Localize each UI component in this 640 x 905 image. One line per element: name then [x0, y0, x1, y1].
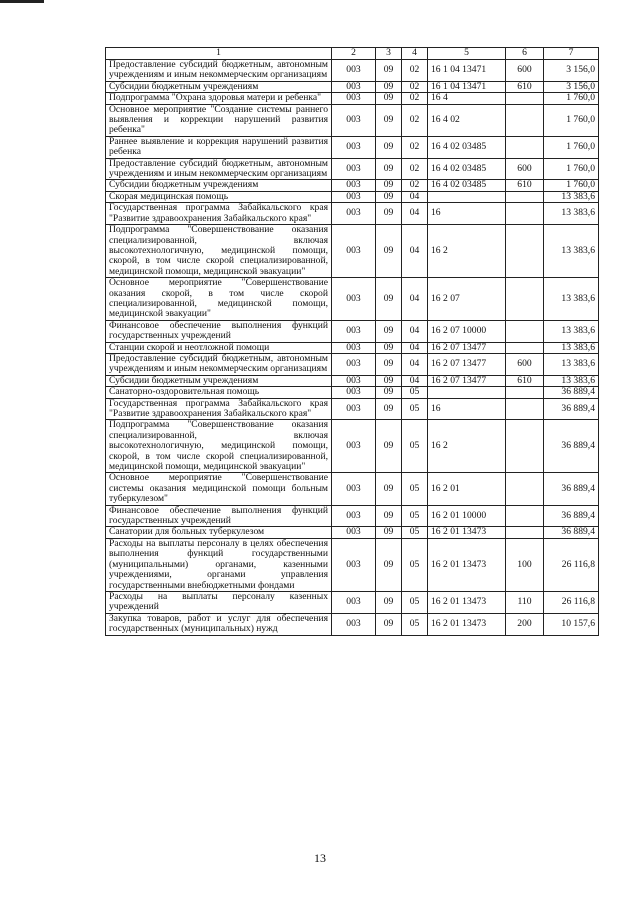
table-row [106, 375, 599, 386]
table-row [106, 278, 599, 321]
section-code: 09 [376, 93, 402, 104]
item-name: Станции скорой и неотложной помощи [106, 342, 332, 353]
section-code: 09 [376, 591, 402, 613]
target-article-code: 16 4 02 03485 [428, 180, 506, 191]
header-col-1: 1 [106, 48, 332, 60]
section-code: 09 [376, 353, 402, 375]
target-article-code: 16 2 [428, 420, 506, 473]
item-name: Расходы на выплаты персоналу казенных учреждений [106, 591, 332, 613]
department-code: 003 [332, 278, 376, 321]
target-article-code: 16 2 [428, 225, 506, 278]
table-row [106, 538, 599, 591]
table-row [106, 613, 599, 635]
section-code: 09 [376, 158, 402, 180]
table-row [106, 180, 599, 191]
item-name: Закупка товаров, работ и услуг для обеспечения государственных (муниципальных) нужд [106, 613, 332, 635]
expense-type-code [506, 278, 544, 321]
amount: 13 383,6 [544, 353, 599, 375]
target-article-code: 16 2 01 13473 [428, 538, 506, 591]
subsection-code: 05 [402, 538, 428, 591]
amount: 36 889,4 [544, 387, 599, 398]
amount: 13 383,6 [544, 375, 599, 386]
expense-type-code [506, 420, 544, 473]
department-code: 003 [332, 342, 376, 353]
target-article-code: 16 4 02 [428, 104, 506, 136]
subsection-code: 04 [402, 203, 428, 225]
amount: 1 760,0 [544, 136, 599, 158]
section-code: 09 [376, 538, 402, 591]
amount: 13 383,6 [544, 278, 599, 321]
department-code: 003 [332, 180, 376, 191]
expense-type-code [506, 225, 544, 278]
subsection-code: 02 [402, 60, 428, 82]
target-article-code: 16 2 01 13473 [428, 613, 506, 635]
table-row [106, 136, 599, 158]
item-name: Субсидии бюджетным учреждениям [106, 375, 332, 386]
subsection-code: 05 [402, 398, 428, 420]
table-row [106, 591, 599, 613]
table-header-row [106, 48, 599, 60]
department-code: 003 [332, 387, 376, 398]
item-name: Расходы на выплаты персоналу в целях обеспечения выполнения функций государственными (муниципальными) органами, казенными учреждениями, органами управления государственными внебюджетными фондами [106, 538, 332, 591]
section-code: 09 [376, 180, 402, 191]
expense-type-code [506, 104, 544, 136]
amount: 13 383,6 [544, 320, 599, 342]
amount: 26 116,8 [544, 538, 599, 591]
target-article-code: 16 2 07 10000 [428, 320, 506, 342]
subsection-code: 04 [402, 353, 428, 375]
expense-type-code [506, 527, 544, 538]
expense-type-code [506, 473, 544, 505]
item-name: Предоставление субсидий бюджетным, автономным учреждениям и иным некоммерческим организациям [106, 353, 332, 375]
target-article-code: 16 [428, 398, 506, 420]
subsection-code: 02 [402, 158, 428, 180]
target-article-code: 16 2 01 10000 [428, 505, 506, 527]
subsection-code: 04 [402, 225, 428, 278]
target-article-code: 16 2 01 13473 [428, 591, 506, 613]
section-code: 09 [376, 342, 402, 353]
item-name: Финансовое обеспечение выполнения функций государственных учреждений [106, 320, 332, 342]
expense-type-code [506, 93, 544, 104]
amount: 1 760,0 [544, 158, 599, 180]
target-article-code: 16 4 02 03485 [428, 136, 506, 158]
amount: 3 156,0 [544, 81, 599, 92]
department-code: 003 [332, 420, 376, 473]
table-row [106, 81, 599, 92]
amount: 36 889,4 [544, 473, 599, 505]
department-code: 003 [332, 591, 376, 613]
table-row [106, 527, 599, 538]
subsection-code: 04 [402, 375, 428, 386]
expense-type-code: 600 [506, 158, 544, 180]
subsection-code: 05 [402, 473, 428, 505]
section-code: 09 [376, 191, 402, 202]
department-code: 003 [332, 505, 376, 527]
department-code: 003 [332, 398, 376, 420]
item-name: Государственная программа Забайкальского края "Развитие здравоохранения Забайкальского края" [106, 203, 332, 225]
item-name: Подпрограмма "Охрана здоровья матери и ребенка" [106, 93, 332, 104]
section-code: 09 [376, 398, 402, 420]
target-article-code: 16 2 01 13473 [428, 527, 506, 538]
department-code: 003 [332, 60, 376, 82]
department-code: 003 [332, 93, 376, 104]
subsection-code: 05 [402, 420, 428, 473]
item-name: Скорая медицинская помощь [106, 191, 332, 202]
section-code: 09 [376, 60, 402, 82]
department-code: 003 [332, 353, 376, 375]
department-code: 003 [332, 81, 376, 92]
expense-type-code: 200 [506, 613, 544, 635]
table-row [106, 473, 599, 505]
item-name: Основное мероприятие "Создание системы раннего выявления и коррекции нарушений развития ребенка" [106, 104, 332, 136]
expense-type-code [506, 203, 544, 225]
item-name: Основное мероприятие "Совершенствование оказания скорой, в том числе скорой специализированной, медицинской помощи, медицинской эвакуации" [106, 278, 332, 321]
expense-type-code: 610 [506, 180, 544, 191]
subsection-code: 04 [402, 342, 428, 353]
item-name: Санатории для больных туберкулезом [106, 527, 332, 538]
section-code: 09 [376, 278, 402, 321]
department-code: 003 [332, 538, 376, 591]
department-code: 003 [332, 203, 376, 225]
item-name: Финансовое обеспечение выполнения функций государственных учреждений [106, 505, 332, 527]
table-row [106, 60, 599, 82]
page-number: 13 [314, 851, 326, 865]
section-code: 09 [376, 387, 402, 398]
section-code: 09 [376, 136, 402, 158]
amount: 3 156,0 [544, 60, 599, 82]
table-row [106, 398, 599, 420]
expense-type-code [506, 387, 544, 398]
department-code: 003 [332, 527, 376, 538]
table-row [106, 353, 599, 375]
target-article-code: 16 1 04 13471 [428, 60, 506, 82]
subsection-code: 05 [402, 527, 428, 538]
expense-type-code [506, 398, 544, 420]
table-row [106, 225, 599, 278]
table-row [106, 93, 599, 104]
subsection-code: 05 [402, 591, 428, 613]
table-row [106, 387, 599, 398]
expense-type-code [506, 191, 544, 202]
item-name: Основное мероприятие "Совершенствование системы оказания медицинской помощи больным туберкулезом" [106, 473, 332, 505]
expense-type-code: 610 [506, 375, 544, 386]
scan-corner-mark [0, 0, 44, 3]
table-row [106, 104, 599, 136]
subsection-code: 05 [402, 613, 428, 635]
department-code: 003 [332, 613, 376, 635]
item-name: Предоставление субсидий бюджетным, автономным учреждениям и иным некоммерческим организациям [106, 60, 332, 82]
table-row [106, 342, 599, 353]
subsection-code: 02 [402, 81, 428, 92]
amount: 13 383,6 [544, 203, 599, 225]
header-col-3: 3 [376, 48, 402, 60]
department-code: 003 [332, 225, 376, 278]
subsection-code: 02 [402, 104, 428, 136]
budget-table [105, 47, 599, 636]
target-article-code: 16 2 07 13477 [428, 342, 506, 353]
item-name: Санаторно-оздоровительная помощь [106, 387, 332, 398]
department-code: 003 [332, 375, 376, 386]
expense-type-code [506, 505, 544, 527]
section-code: 09 [376, 81, 402, 92]
amount: 13 383,6 [544, 191, 599, 202]
target-article-code: 16 [428, 203, 506, 225]
item-name: Раннее выявление и коррекция нарушений развития ребенка [106, 136, 332, 158]
target-article-code: 16 2 07 13477 [428, 375, 506, 386]
item-name: Подпрограмма "Совершенствование оказания специализированной, включая высокотехнологичную, медицинской помощи, скорой, в том числе скорой специализированной, медицинской помощи, медицинской эвакуации" [106, 420, 332, 473]
department-code: 003 [332, 158, 376, 180]
target-article-code: 16 2 07 13477 [428, 353, 506, 375]
target-article-code: 16 1 04 13471 [428, 81, 506, 92]
target-article-code: 16 2 01 [428, 473, 506, 505]
amount: 1 760,0 [544, 104, 599, 136]
amount: 36 889,4 [544, 527, 599, 538]
section-code: 09 [376, 505, 402, 527]
header-col-2: 2 [332, 48, 376, 60]
subsection-code: 05 [402, 505, 428, 527]
amount: 36 889,4 [544, 398, 599, 420]
amount: 1 760,0 [544, 93, 599, 104]
section-code: 09 [376, 375, 402, 386]
department-code: 003 [332, 473, 376, 505]
target-article-code: 16 4 02 03485 [428, 158, 506, 180]
expense-type-code: 100 [506, 538, 544, 591]
department-code: 003 [332, 104, 376, 136]
target-article-code: 16 2 07 [428, 278, 506, 321]
header-col-5: 5 [428, 48, 506, 60]
item-name: Предоставление субсидий бюджетным, автономным учреждениям и иным некоммерческим организациям [106, 158, 332, 180]
amount: 26 116,8 [544, 591, 599, 613]
subsection-code: 05 [402, 387, 428, 398]
expense-type-code: 600 [506, 353, 544, 375]
target-article-code [428, 387, 506, 398]
amount: 1 760,0 [544, 180, 599, 191]
department-code: 003 [332, 320, 376, 342]
table-row [106, 420, 599, 473]
item-name: Субсидии бюджетным учреждениям [106, 180, 332, 191]
subsection-code: 04 [402, 320, 428, 342]
section-code: 09 [376, 203, 402, 225]
section-code: 09 [376, 420, 402, 473]
section-code: 09 [376, 225, 402, 278]
amount: 13 383,6 [544, 225, 599, 278]
amount: 36 889,4 [544, 420, 599, 473]
target-article-code [428, 191, 506, 202]
table-row [106, 505, 599, 527]
section-code: 09 [376, 613, 402, 635]
expense-type-code [506, 136, 544, 158]
table-row [106, 320, 599, 342]
subsection-code: 02 [402, 136, 428, 158]
subsection-code: 04 [402, 278, 428, 321]
subsection-code: 04 [402, 191, 428, 202]
amount: 10 157,6 [544, 613, 599, 635]
item-name: Государственная программа Забайкальского края "Развитие здравоохранения Забайкальского края" [106, 398, 332, 420]
table-row [106, 191, 599, 202]
header-col-6: 6 [506, 48, 544, 60]
expense-type-code: 610 [506, 81, 544, 92]
header-col-7: 7 [544, 48, 599, 60]
section-code: 09 [376, 320, 402, 342]
expense-type-code [506, 342, 544, 353]
department-code: 003 [332, 136, 376, 158]
item-name: Субсидии бюджетным учреждениям [106, 81, 332, 92]
department-code: 003 [332, 191, 376, 202]
expense-type-code: 110 [506, 591, 544, 613]
table-row [106, 203, 599, 225]
section-code: 09 [376, 104, 402, 136]
subsection-code: 02 [402, 93, 428, 104]
expense-type-code: 600 [506, 60, 544, 82]
section-code: 09 [376, 473, 402, 505]
amount: 13 383,6 [544, 342, 599, 353]
subsection-code: 02 [402, 180, 428, 191]
section-code: 09 [376, 527, 402, 538]
table-row [106, 158, 599, 180]
header-col-4: 4 [402, 48, 428, 60]
amount: 36 889,4 [544, 505, 599, 527]
item-name: Подпрограмма "Совершенствование оказания специализированной, включая высокотехнологичную, медицинской помощи, скорой, в том числе скорой специализированной, медицинской помощи, медицинской эвакуации" [106, 225, 332, 278]
target-article-code: 16 4 [428, 93, 506, 104]
expense-type-code [506, 320, 544, 342]
